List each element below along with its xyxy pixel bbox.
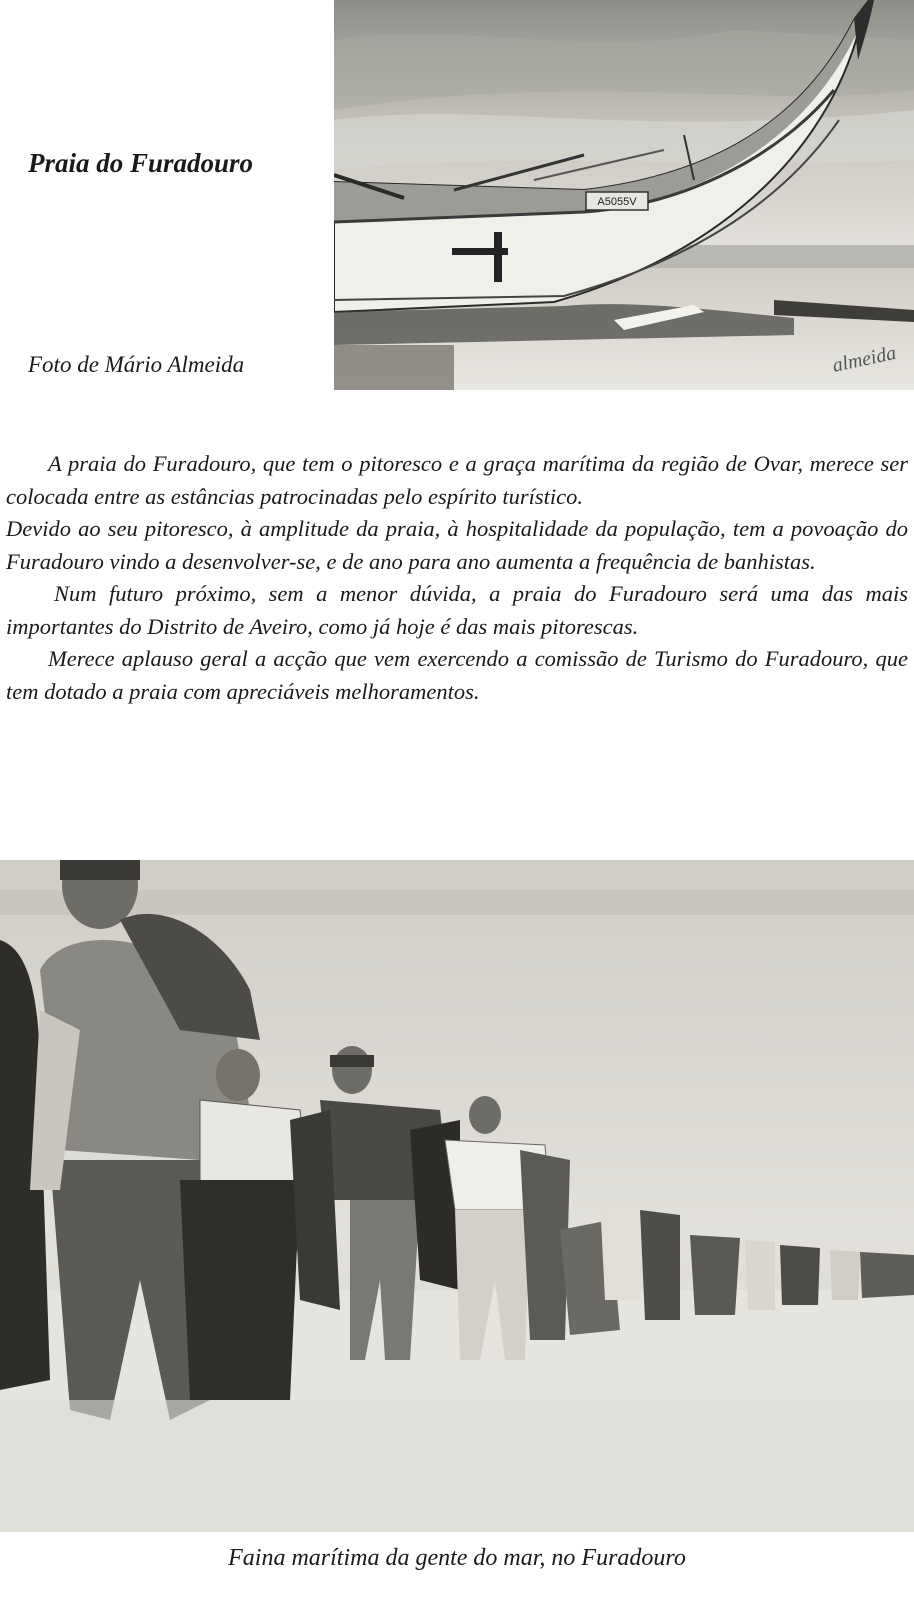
paragraph: Merece aplauso geral a acção que vem exercendo a comissão de Turismo do Furadouro, que tem dotado a praia com apreciáveis melhoramentos. bbox=[6, 646, 908, 704]
photographer-signature: almeida bbox=[830, 341, 899, 377]
paragraph: A praia do Furadouro, que tem o pitoresco e a graça marítima da região de Ovar, merece ser colocada entre as estâncias patrocinadas pelo espírito turístico. bbox=[6, 451, 908, 509]
fishermen-photo bbox=[0, 860, 914, 1532]
paragraph: Devido ao seu pitoresco, à amplitude da praia, à hospitalidade da população, tem a povoação do Furadouro vindo a desenvolver-se, e de ano para ano aumenta a frequência de banhistas. bbox=[6, 516, 908, 574]
article-body bbox=[6, 448, 908, 708]
boat-registration: A5055V bbox=[597, 196, 637, 208]
photo-credit: Foto de Mário Almeida bbox=[28, 352, 245, 377]
page-title: Praia do Furadouro bbox=[28, 148, 254, 178]
paragraph: Num futuro próximo, sem a menor dúvida, a praia do Furadouro será uma das mais importantes do Distrito de Aveiro, como já hoje é das mais pitorescas. bbox=[6, 581, 908, 639]
photo-caption: Faina marítima da gente do mar, no Furadouro bbox=[228, 1545, 686, 1571]
boat-photo bbox=[334, 0, 914, 390]
